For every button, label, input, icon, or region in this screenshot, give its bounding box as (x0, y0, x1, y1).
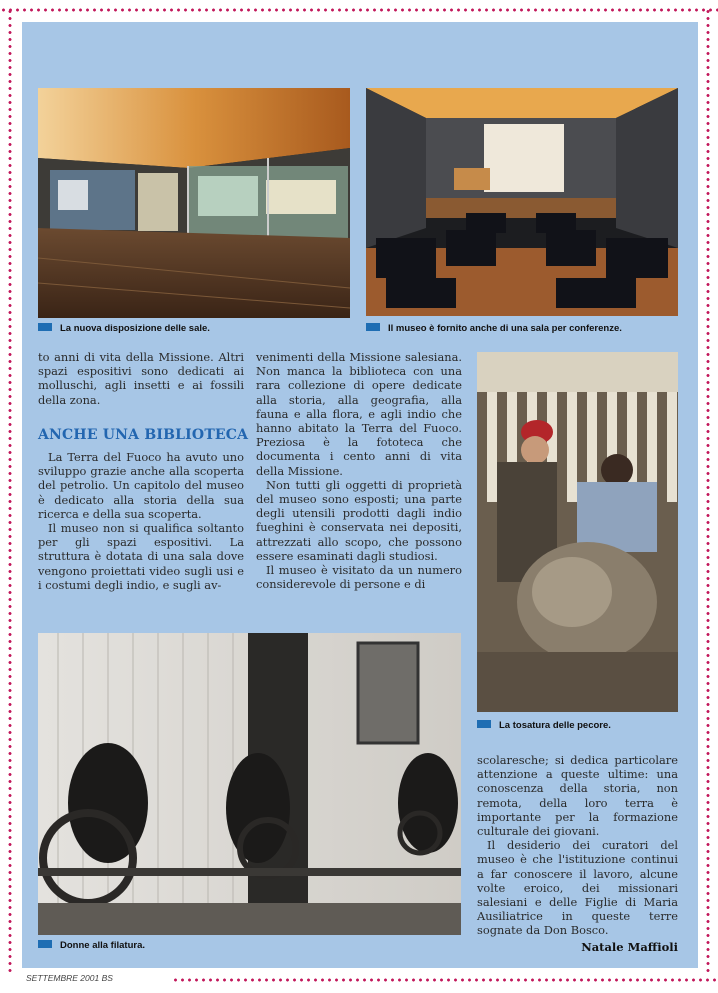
top-dotted-border (0, 8, 718, 12)
text-column-1 (38, 350, 244, 407)
museum-room-caption: La nuova disposizione delle sale. (38, 323, 210, 334)
sheep-shearing-photo (477, 352, 678, 712)
paragraph: Il museo è visitato da un numero considerevole di persone e di (256, 563, 462, 592)
spinning-women-photo (38, 633, 461, 935)
paragraph: Il museo non si qualifica soltanto per gli spazi espositivi. La struttura è dotata di una sala dove vengono proiettati video sugli usi e i costumi degli indio, e sugli av- (38, 521, 244, 592)
left-dotted-border (8, 8, 12, 973)
conference-room-caption: Il museo è fornito anche di una sala per conferenze. (366, 323, 622, 334)
sheep-shearing-caption: La tosatura delle pecore. (477, 720, 611, 731)
paragraph: Non tutti gli oggetti di proprietà del museo sono esposti; una parte degli utensili prodotti dagli indio fueghini è conservata nei depositi, attrezzati allo scopo, che possono essere esaminati dagli studiosi. (256, 477, 462, 563)
text-column-3 (477, 753, 678, 938)
paragraph: La Terra del Fuoco ha avuto uno sviluppo grazie anche alla scoperta del petrolio. Un capitolo del museo è dedicato alla storia della sua ricerca e della sua scoperta. (38, 450, 244, 521)
spinning-women-caption: Donne alla filatura. (38, 940, 145, 951)
caption-marker-icon (366, 323, 380, 331)
caption-marker-icon (477, 720, 491, 728)
conference-room-photo (366, 88, 678, 316)
caption-marker-icon (38, 940, 52, 948)
section-heading: ANCHE UNA BIBLIOTECA (38, 427, 249, 443)
text-column-1-body (38, 450, 244, 592)
caption-marker-icon (38, 323, 52, 331)
author-signature: Natale Maffioli (581, 940, 678, 954)
bottom-dotted-border (172, 978, 718, 982)
paragraph: venimenti della Missione salesiana. Non manca la biblioteca con una rara collezione di opere dedicate alla storia, alla geografia, alla fauna e alla flora, e agli indio che hanno abitato la Terra del Fuoco. Preziosa è la fototeca che documenta i cento anni di vita della Missione. (256, 350, 462, 478)
text-column-2 (256, 350, 462, 591)
right-dotted-border (706, 8, 710, 973)
paragraph: Il desiderio dei curatori del museo è che l'istituzione continui a far conoscere il lavoro, alcune volte eroico, dei missionari salesiani e delle Figlie di Maria Ausiliatrice in queste terre sognate da Don Bosco. (477, 838, 678, 938)
museum-room-photo (38, 88, 350, 318)
paragraph: scolaresche; si dedica particolare attenzione a queste ultime: una conoscenza della storia, non remota, della loro terra è importante per la formazione culturale dei giovani. (477, 753, 678, 839)
page-footer: SETTEMBRE 2001 BS (26, 973, 113, 983)
paragraph: to anni di vita della Missione. Altri spazi espositivi sono dedicati ai molluschi, agli insetti e ai fossili della zona. (38, 350, 244, 407)
